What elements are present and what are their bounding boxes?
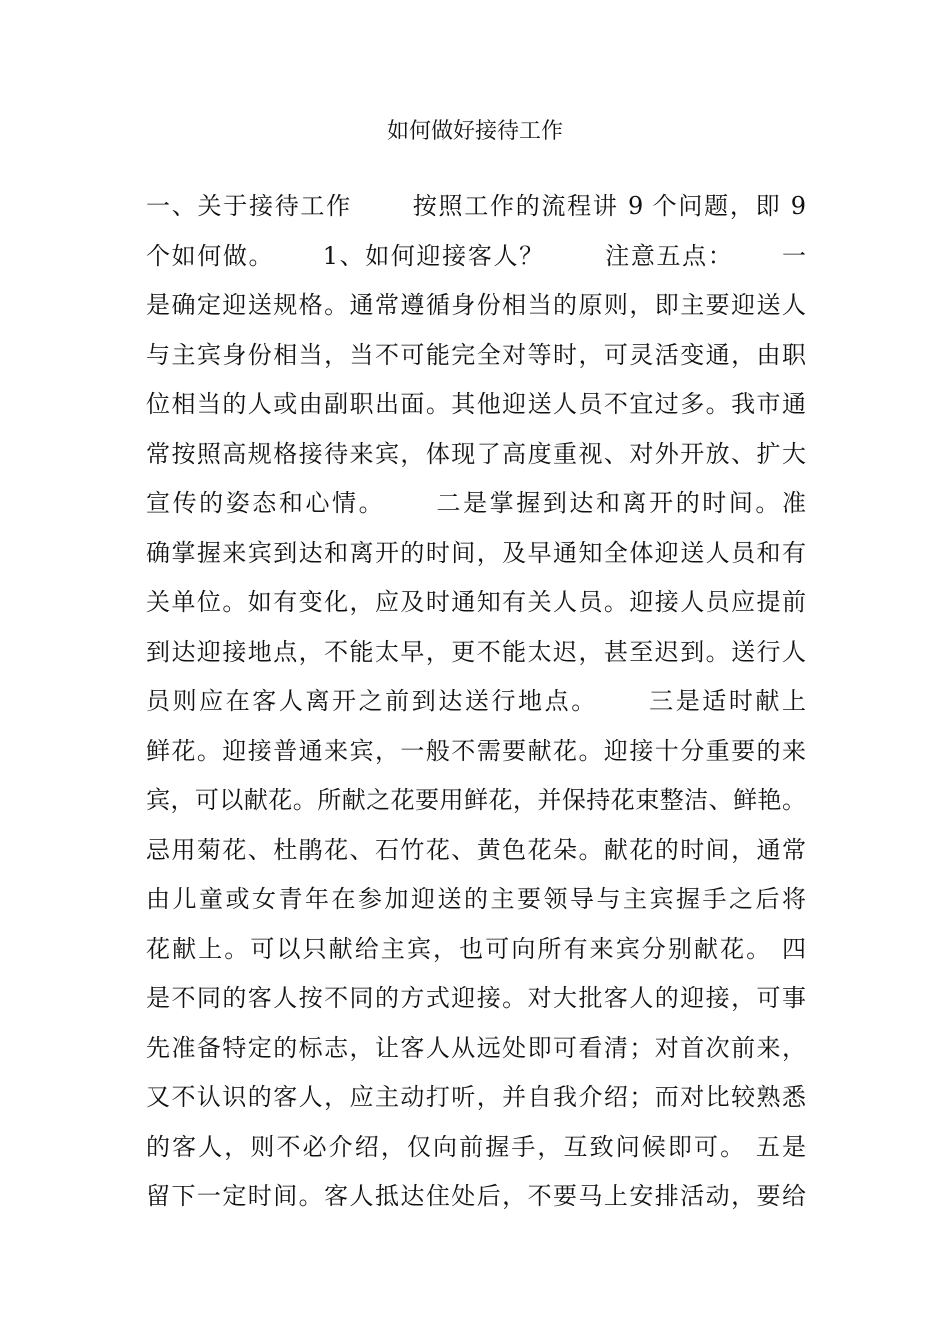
body-line: 常按照高规格接待来宾，体现了高度重视、对外开放、扩大 xyxy=(146,439,806,468)
body-line: 到达迎接地点，不能太早，更不能太迟，甚至迟到。送行人 xyxy=(146,637,806,666)
body-line: 确掌握来宾到达和离开的时间，及早通知全体迎送人员和有 xyxy=(146,538,806,567)
body-line: 是不同的客人按不同的方式迎接。对大批客人的迎接，可事 xyxy=(146,984,806,1012)
body-line: 个如何做。 1、如何迎接客人？ 注意五点： 一 xyxy=(146,241,806,270)
body-line: 先准备特定的标志，让客人从远处即可看清；对首次前来， xyxy=(146,1033,806,1062)
body-line: 位相当的人或由副职出面。其他迎送人员不宜过多。我市通 xyxy=(146,390,806,418)
body-line: 忌用菊花、杜鹃花、石竹花、黄色花朵。献花的时间，通常 xyxy=(146,835,806,864)
body-line: 员则应在客人离开之前到达送行地点。 三是适时献上 xyxy=(146,687,806,715)
body-line: 留下一定时间。客人抵达住处后，不要马上安排活动，要给 xyxy=(146,1182,806,1210)
body-line: 一、关于接待工作 按照工作的流程讲 9 个问题，即 9 xyxy=(146,192,806,220)
body-line: 宣传的姿态和心情。 二是掌握到达和离开的时间。准 xyxy=(146,489,806,517)
body-line: 鲜花。迎接普通来宾，一般不需要献花。迎接十分重要的来 xyxy=(146,736,806,765)
document-body xyxy=(146,186,806,1226)
body-line: 的客人，则不必介绍，仅向前握手，互致问候即可。 五是 xyxy=(146,1132,806,1161)
body-line: 宾，可以献花。所献之花要用鲜花，并保持花束整洁、鲜艳。 xyxy=(146,786,806,814)
body-line: 由儿童或女青年在参加迎送的主要领导与主宾握手之后将 xyxy=(146,885,806,913)
body-line: 关单位。如有变化，应及时通知有关人员。迎接人员应提前 xyxy=(146,588,806,616)
body-line: 与主宾身份相当，当不可能完全对等时，可灵活变通，由职 xyxy=(146,340,806,369)
document-title: 如何做好接待工作 xyxy=(386,119,563,144)
body-line: 又不认识的客人，应主动打听，并自我介绍；而对比较熟悉 xyxy=(146,1083,806,1111)
body-line: 是确定迎送规格。通常遵循身份相当的原则，即主要迎送人 xyxy=(146,291,806,319)
body-line: 花献上。可以只献给主宾，也可向所有来宾分别献花。 四 xyxy=(146,934,806,963)
